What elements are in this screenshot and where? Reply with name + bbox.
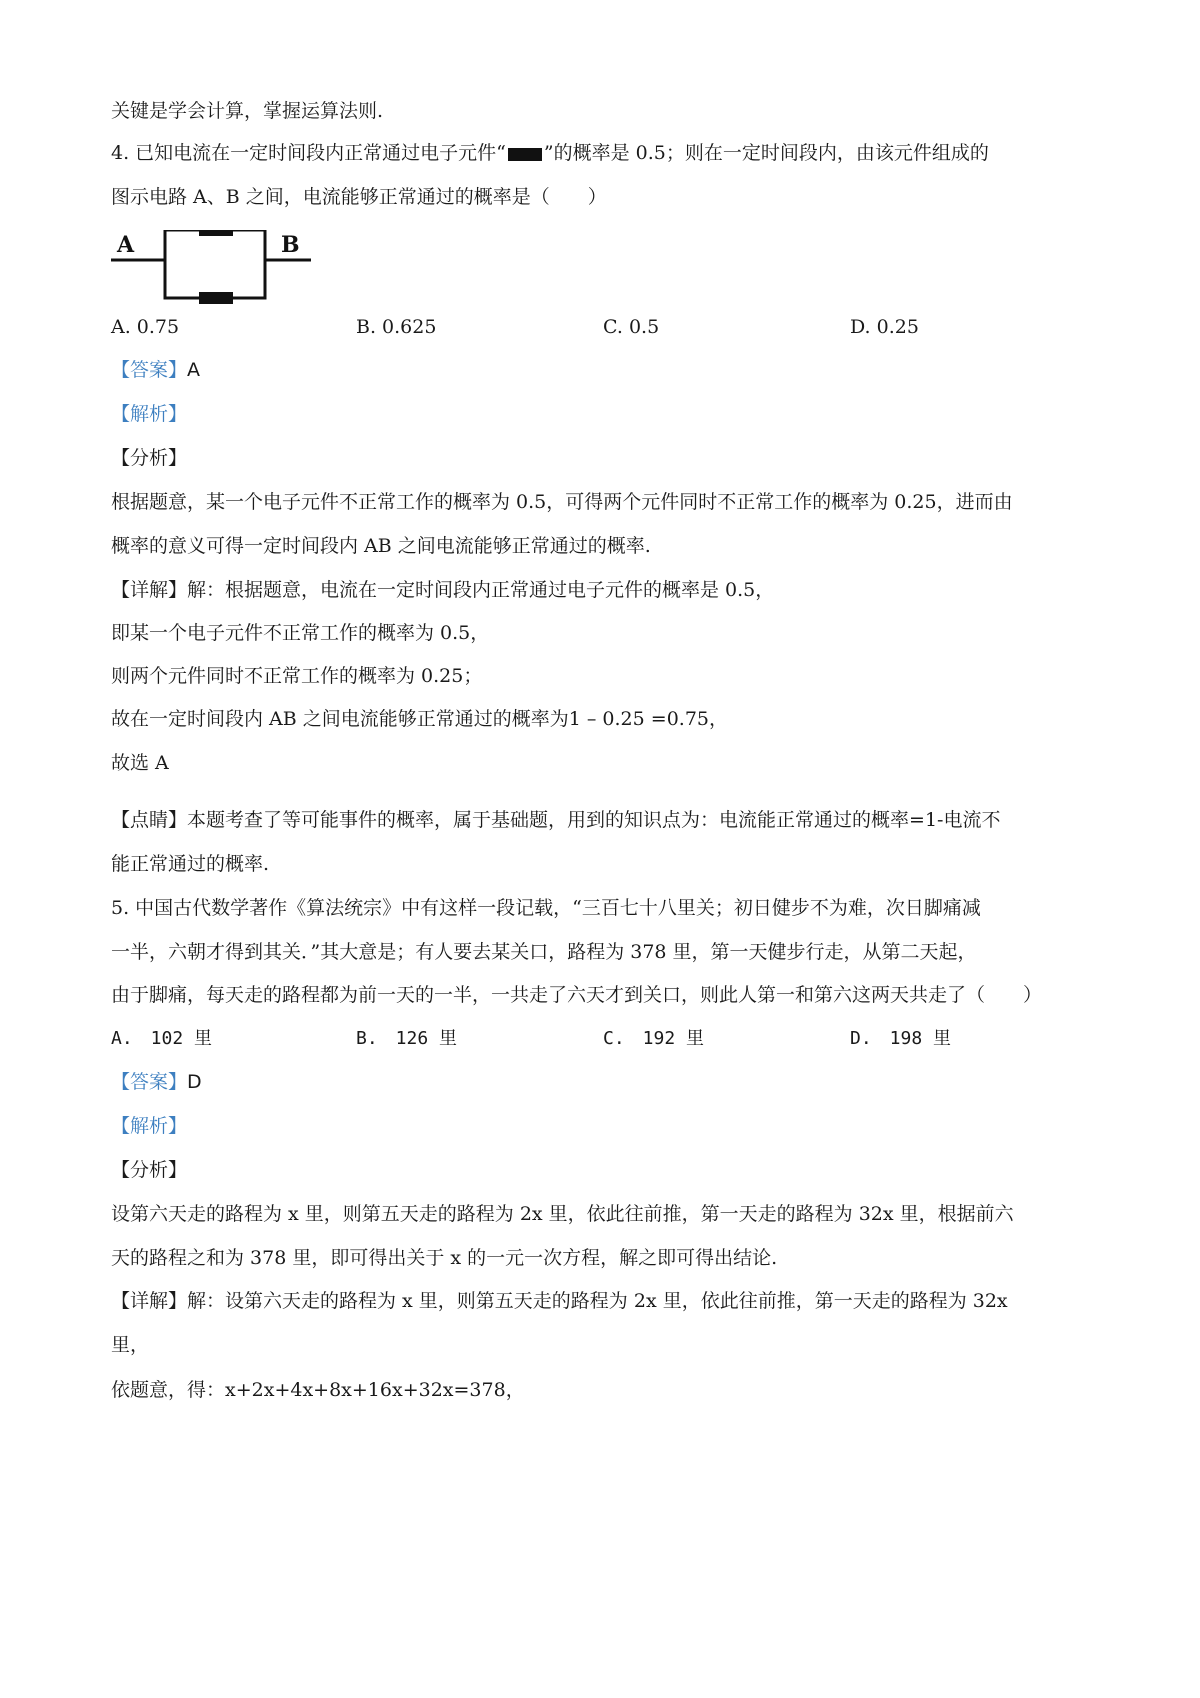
q5-answer (111, 1069, 202, 1095)
resistor-icon (508, 148, 542, 161)
q5-fenxi-line2: 天的路程之和为 378 里，即可得出关于 x 的一元一次方程，解之即可得出结论. (111, 1247, 778, 1269)
q4-detail-line3: 则两个元件同时不正常工作的概率为 0.25； (111, 665, 483, 687)
q4-stem-line2: 图示电路 A、B 之间，电流能够正常通过的概率是（ ） (111, 186, 607, 208)
q5-analysis-tag: 【解析】 (111, 1115, 188, 1137)
q4-fenxi-line1: 根据题意，某一个电子元件不正常工作的概率为 0.5，可得两个元件同时不正常工作的概率为 0.25，进而由 (111, 491, 1013, 513)
q5-detail-line3: 依题意，得：x+2x+4x+8x+16x+32x=378， (111, 1379, 525, 1401)
wire-loop (165, 230, 265, 298)
q4-option-b: B. 0.625 (356, 316, 437, 338)
q5-stem-line1: 5. 中国古代数学著作《算法统宗》中有这样一段记载，“三百七十八里关；初日健步不为难，次日脚痛减 (111, 897, 981, 919)
q5-detail-tag: 【详解】 (111, 1290, 188, 1312)
q5-option-a: A. 102 里 (111, 1028, 213, 1049)
label-a: A (117, 232, 135, 258)
q4-detail-line5: 故选 A (111, 752, 169, 774)
q5-detail-text1: 解：设第六天走的路程为 x 里，则第五天走的路程为 2x 里，依此往前推，第一天走的路程为 32x (187, 1290, 1008, 1312)
q4-dianjing-text1: 本题考查了等可能事件的概率，属于基础题，用到的知识点为：电流能正常通过的概率=1-电流不 (187, 809, 1001, 831)
q4-detail-tag: 【详解】 (111, 579, 188, 601)
q4-detail-line1 (111, 577, 774, 603)
q5-answer-tag: 【答案】 (111, 1071, 188, 1093)
circuit-diagram (111, 230, 311, 310)
q4-detail-line2: 即某一个电子元件不正常工作的概率为 0.5， (111, 622, 490, 644)
q4-dianjing-line2: 能正常通过的概率. (111, 853, 270, 875)
q5-stem-line3: 由于脚痛，每天走的路程都为前一天的一半，一共走了六天才到关口，则此人第一和第六这两天共走了（ ） (111, 984, 1043, 1006)
resistor-bottom-icon (199, 292, 233, 304)
label-b: B (281, 232, 300, 258)
q4-stem-line1-post: ”的概率是 0.5；则在一定时间段内，由该元件组成的 (543, 142, 989, 164)
q4-option-d: D. 0.25 (850, 316, 919, 338)
q4-answer (111, 357, 200, 383)
q4-stem-line1 (111, 140, 989, 166)
q5-stem-line2: 一半，六朝才得到其关．”其大意是；有人要去某关口，路程为 378 里，第一天健步行走，从第二天起， (111, 941, 977, 963)
q4-detail-text1: 解：根据题意，电流在一定时间段内正常通过电子元件的概率是 0.5， (187, 579, 775, 601)
q4-fenxi-line2: 概率的意义可得一定时间段内 AB 之间电流能够正常通过的概率. (111, 535, 651, 557)
q4-detail-line4: 故在一定时间段内 AB 之间电流能够正常通过的概率为1 – 0.25 =0.75， (111, 708, 729, 730)
q4-dianjing-tag: 【点睛】 (111, 809, 188, 831)
q4-dianjing-line1 (111, 807, 1000, 833)
q4-fenxi-tag: 【分析】 (111, 447, 188, 469)
q4-option-a: A. 0.75 (111, 316, 180, 338)
q5-fenxi-line1: 设第六天走的路程为 x 里，则第五天走的路程为 2x 里，依此往前推，第一天走的路程为 32x 里，根据前六 (111, 1203, 1014, 1225)
q5-detail-line1 (111, 1288, 1008, 1314)
q4-analysis-tag: 【解析】 (111, 403, 188, 425)
q5-fenxi-tag: 【分析】 (111, 1159, 188, 1181)
q5-option-b: B. 126 里 (356, 1028, 458, 1049)
q4-answer-tag: 【答案】 (111, 359, 188, 381)
q4-stem-line1-pre: 4. 已知电流在一定时间段内正常通过电子元件“ (111, 142, 506, 164)
intro-line: 关键是学会计算，掌握运算法则. (111, 100, 384, 122)
q5-answer-value: D (187, 1071, 202, 1093)
q5-option-d: D. 198 里 (850, 1028, 952, 1049)
q5-detail-line2: 里， (111, 1334, 150, 1356)
q4-option-c: C. 0.5 (603, 316, 660, 338)
q5-option-c: C. 192 里 (603, 1028, 705, 1049)
resistor-top-icon (199, 230, 233, 236)
q4-answer-value: A (187, 359, 201, 381)
